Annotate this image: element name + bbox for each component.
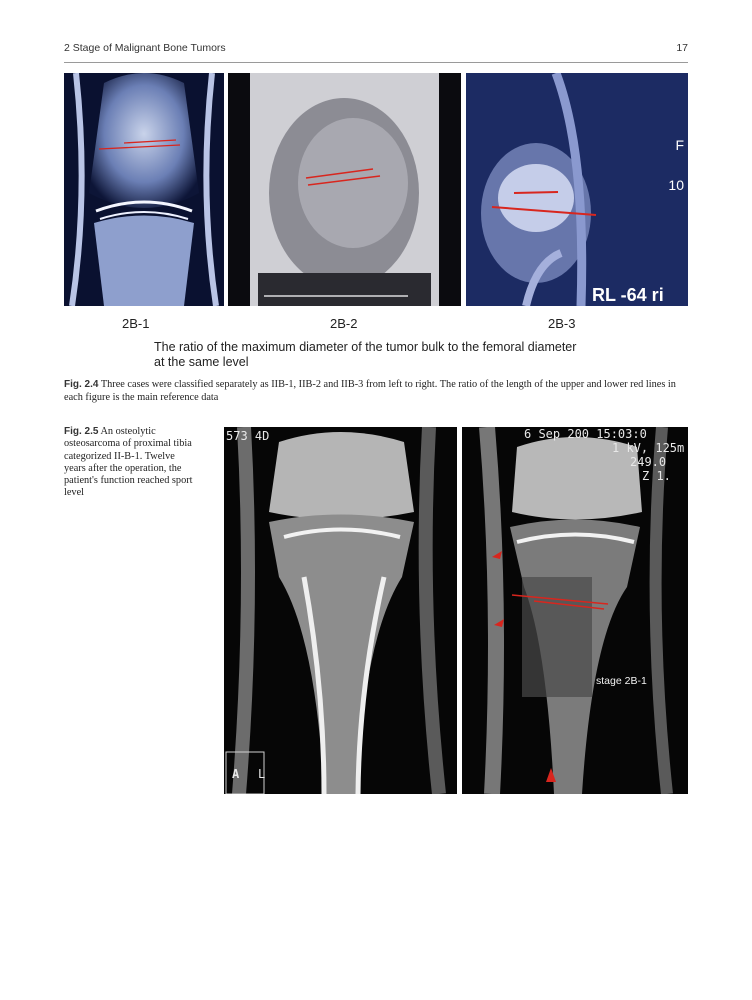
panel3-number-text: 10 xyxy=(668,177,684,193)
mri-panel-2b-1 xyxy=(64,73,224,306)
caption-label: Fig. 2.4 xyxy=(64,379,99,390)
ct-right-overlay-line4: Z 1. xyxy=(642,469,671,483)
ct-image-right xyxy=(462,427,688,794)
ct-right-overlay-line3: 249.0 xyxy=(630,455,667,469)
panel3-bottom-text: RL -64 ri xyxy=(592,285,664,305)
ct-image-left xyxy=(224,427,457,794)
panel-label-2b-2: 2B-2 xyxy=(330,316,358,331)
figure-2-5-caption xyxy=(64,426,196,500)
stage-label: stage 2B-1 xyxy=(596,675,647,687)
header-rule xyxy=(64,62,688,63)
caption-label: Fig. 2.5 xyxy=(64,426,99,437)
ct-right-overlay-line1: 6 Sep 200 15:03:0 xyxy=(524,427,647,441)
mri-panel-2b-3 xyxy=(466,73,688,306)
ct-left-overlay: 573 4D xyxy=(226,429,270,443)
ct-left-corner-l: L xyxy=(258,767,266,781)
ct-left-corner-a: A xyxy=(232,767,240,781)
panel3-side-text: F xyxy=(675,137,684,153)
caption-text: An osteolytic osteosarcoma of proximal tibia categorized II-B-1. Twelve years after the operation, the patient's function reached sport level xyxy=(64,426,193,499)
page-number: 17 xyxy=(676,42,688,54)
panel-label-2b-1: 2B-1 xyxy=(122,316,150,331)
mri-panel-2b-2 xyxy=(228,73,461,306)
panel-label-2b-3: 2B-3 xyxy=(548,316,576,331)
running-header xyxy=(64,42,688,60)
chapter-title: 2 Stage of Malignant Bone Tumors xyxy=(64,42,226,54)
ct-right-overlay-line2: 1 kV, 125m xyxy=(612,441,685,455)
figure-2-4-caption xyxy=(64,379,688,404)
figure-2-4 xyxy=(64,73,688,373)
figure-2-4-inline-text: The ratio of the maximum diameter of the tumor bulk to the femoral diameter at the same level xyxy=(154,340,577,369)
caption-text: Three cases were classified separately as IIB-1, IIB-2 and IIB-3 from left to right. The ratio of the length of the upper and lower red lines in each figure is the main reference data xyxy=(64,379,676,403)
